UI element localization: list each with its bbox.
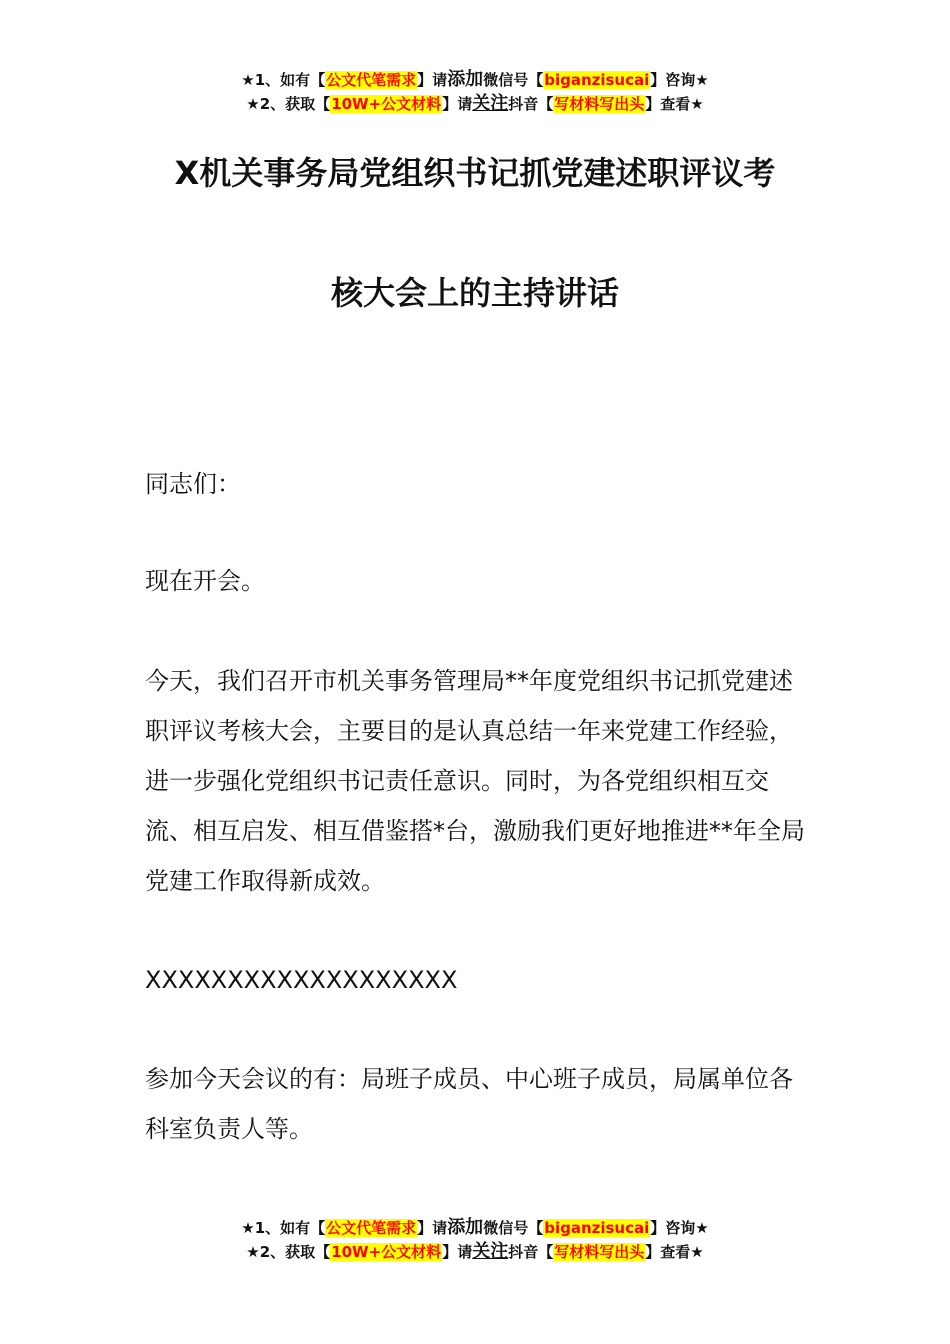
document-title-line-2: 核大会上的主持讲话: [330, 274, 619, 312]
attendees-paragraph: 参加今天会议的有：局班子成员、中心班子成员，局属单位各科室负责人等。: [145, 1065, 793, 1143]
document-title-line-1: X机关事务局党组织书记抓党建述职评议考: [174, 154, 776, 192]
promo-line-1: [0, 1216, 950, 1240]
promo-line-2: [0, 1240, 950, 1264]
promo-emphasis: 添加: [447, 1217, 484, 1238]
promo-highlight: 公文代笔需求: [326, 1219, 417, 1237]
promo-banner-bottom: [0, 1216, 950, 1264]
promo-banner-top: [0, 68, 950, 116]
promo-emphasis: 关注: [472, 93, 509, 114]
promo-wechat-id: biganzisucai: [544, 1219, 650, 1237]
promo-text: 】查看★: [645, 95, 704, 113]
opening-paragraph: 现在开会。: [145, 567, 265, 595]
promo-text: 】咨询★: [650, 1219, 709, 1237]
promo-wechat-id: biganzisucai: [544, 71, 650, 89]
promo-text: 】请: [442, 1243, 473, 1261]
greeting-paragraph: 同志们：: [145, 470, 241, 498]
promo-line-1: [0, 68, 950, 92]
placeholder-paragraph: XXXXXXXXXXXXXXXXXXX: [145, 966, 458, 994]
promo-highlight: 公文代笔需求: [326, 71, 417, 89]
promo-text: ★1、如有【: [241, 1219, 326, 1237]
promo-text: 】请: [442, 95, 473, 113]
promo-text: 抖音【: [508, 1243, 554, 1261]
promo-text: 微信号【: [483, 71, 544, 89]
intro-paragraph: 今天，我们召开市机关事务管理局**年度党组织书记抓党建述职评议考核大会，主要目的是认真总结一年来党建工作经验，进一步强化党组织书记责任意识。同时，为各党组织相互交流、相互启发、相互借鉴搭*台，激励我们更好地推进**年全局党建工作取得新成效。: [145, 667, 805, 895]
promo-text: 微信号【: [483, 1219, 544, 1237]
promo-text: 抖音【: [508, 95, 554, 113]
promo-text: ★2、获取【: [246, 1243, 331, 1261]
promo-text: 】请: [417, 1219, 448, 1237]
promo-text: 】请: [417, 71, 448, 89]
promo-emphasis: 添加: [447, 69, 484, 90]
promo-emphasis: 关注: [472, 1241, 509, 1262]
promo-douyin-id: 写材料写出头: [554, 1243, 645, 1261]
promo-douyin-id: 写材料写出头: [554, 95, 645, 113]
promo-text: 】咨询★: [650, 71, 709, 89]
promo-text: ★2、获取【: [246, 95, 331, 113]
promo-text: ★1、如有【: [241, 71, 326, 89]
promo-highlight: 10W+公文材料: [331, 1243, 442, 1261]
promo-highlight: 10W+公文材料: [331, 95, 442, 113]
promo-line-2: [0, 92, 950, 116]
promo-text: 】查看★: [645, 1243, 704, 1261]
